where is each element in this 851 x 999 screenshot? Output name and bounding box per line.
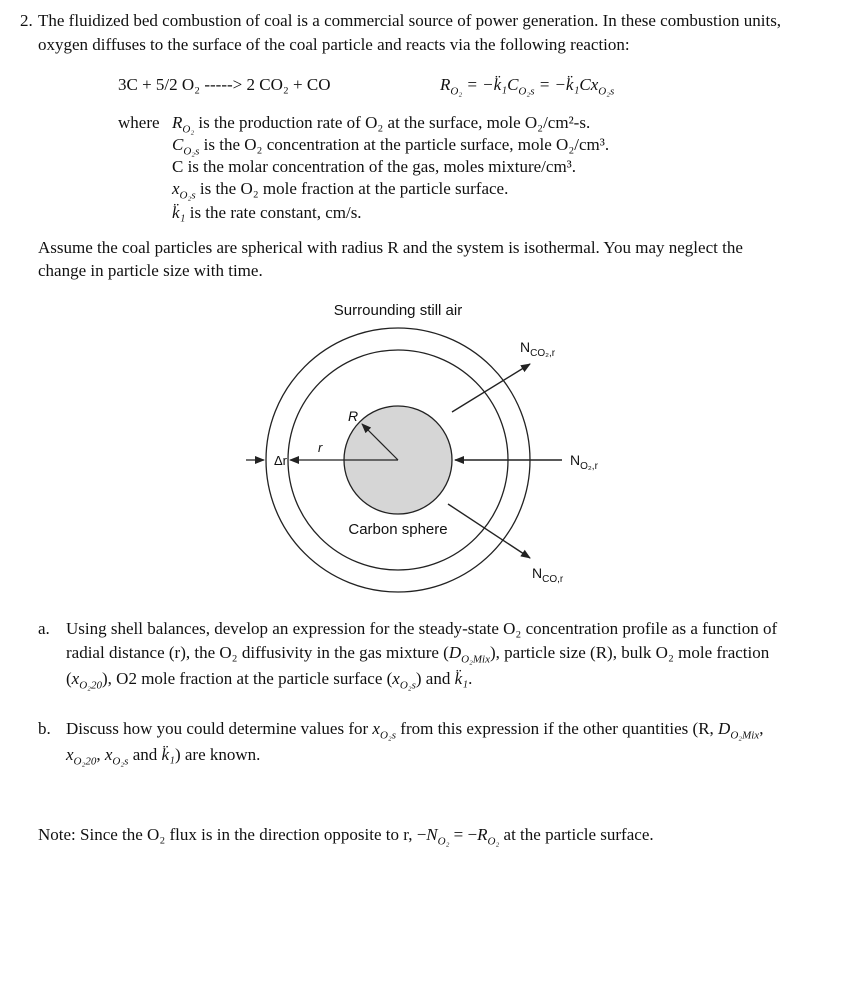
- note-c: at the particle surface.: [499, 825, 654, 844]
- radius-label: R: [348, 408, 359, 424]
- def2-symbol: C: [172, 135, 184, 154]
- definition-rate-constant: [172, 202, 362, 225]
- part-b-bulk-sub: O₂20: [73, 755, 97, 768]
- part-b-line-2: [66, 744, 826, 767]
- part-a-surface-sub: O₂s: [399, 679, 416, 692]
- part-b-diffusivity-sub: O₂Mix: [730, 729, 760, 742]
- def2-text: is the O₂ concentration at the particle surface, mole O₂/cm³.: [199, 135, 610, 154]
- note-rate-symbol: R: [477, 825, 488, 844]
- def4-text: is the O₂ mole fraction at the particle surface.: [195, 179, 509, 198]
- co2-flux-label: [520, 339, 556, 359]
- definition-molar: C is the molar concentration of the gas, moles mixture/cm³.: [172, 157, 577, 176]
- part-b-diffusivity-symbol: D: [718, 719, 731, 738]
- note-a: Note: Since the O₂ flux is in the direction opposite to r, −: [38, 825, 427, 844]
- intro-line-1: The fluidized bed combustion of coal is a commercial source of power generation. In these combustion units,: [38, 11, 782, 30]
- part-a-line-3: [66, 668, 826, 691]
- rate-eq-2: = −k̈₁Cx: [534, 75, 599, 94]
- def5-text: is the rate constant, cm/s.: [185, 203, 362, 222]
- def1-symbol: R: [172, 113, 183, 132]
- definition-mole-fraction: [172, 178, 508, 201]
- part-a-line-3b: ), O2 mole fraction at the particle surface (: [102, 669, 393, 688]
- note-rate-sub: O₂: [487, 835, 500, 848]
- part-a-diffusivity-sub: O₂Mix: [461, 653, 490, 666]
- part-a-line-3d: .: [468, 669, 473, 688]
- co2-flux-sub: CO₂,r: [530, 348, 556, 359]
- delta-r-label: Δr: [274, 453, 288, 468]
- def4-sub: O₂s: [179, 189, 196, 202]
- o2-flux-symbol: N: [570, 452, 581, 468]
- co-flux-label: [532, 565, 564, 585]
- part-b-surface-sub: O₂s: [379, 729, 397, 742]
- reaction-equation: 3C + 5/2 O₂ -----> 2 CO₂ + CO: [118, 75, 331, 94]
- part-a-line-1: Using shell balances, develop an expression for the steady-state O₂ concentration profile as a function of: [66, 619, 778, 638]
- rate-lhs: R: [440, 75, 451, 94]
- co-flux-symbol: N: [532, 565, 543, 581]
- part-a-bulk-sub: O₂20: [79, 679, 102, 692]
- carbon-sphere-diagram: [0, 290, 851, 600]
- part-b-label: b.: [38, 719, 51, 738]
- part-a-line-2b: ), particle size (R), bulk O₂ mole fraction: [489, 643, 770, 662]
- part-a-bulk-symbol: x: [71, 669, 80, 688]
- intro-line-2: oxygen diffuses to the surface of the coal particle and reacts via the following reaction:: [38, 35, 630, 54]
- note-flux-symbol: N: [426, 825, 438, 844]
- carbon-sphere-label: Carbon sphere: [348, 521, 448, 538]
- part-b-line-1b: from this expression if the other quantities (R,: [396, 719, 719, 738]
- part-a-line-2: [66, 642, 826, 665]
- rate-lhs-sub: O₂: [450, 85, 463, 98]
- def5-symbol: k̈₁: [172, 203, 186, 222]
- part-b-surface2-symbol: x: [104, 745, 113, 764]
- part-b-line-1c: ,: [759, 719, 764, 738]
- definition-concentration: [172, 134, 609, 157]
- def4-symbol: x: [172, 179, 180, 198]
- part-a-line-2a: radial distance (r), the O₂ diffusivity in the gas mixture (: [66, 643, 449, 662]
- co-flux-sub: CO,r: [542, 574, 564, 585]
- part-a-line-3c: ) and: [415, 669, 455, 688]
- note-flux-sub: O₂: [437, 835, 450, 848]
- assumption-line-1: Assume the coal particles are spherical with radius R and the system is isothermal. You may neglect the: [38, 238, 743, 257]
- part-b-surface2-sub: O₂s: [112, 755, 129, 768]
- rate-eq-2-sub: O₂s: [598, 85, 615, 98]
- rate-expression: [440, 74, 614, 97]
- part-b-bulk-symbol: x: [66, 745, 74, 764]
- part-a-k-symbol: k̈₁: [454, 669, 469, 688]
- part-b-k-symbol: k̈₁: [161, 745, 175, 764]
- o2-flux-sub: O₂,r: [580, 461, 598, 472]
- part-b-line-1: [66, 718, 826, 741]
- where-word: where: [118, 113, 160, 132]
- part-a-surface-symbol: x: [392, 669, 400, 688]
- def1-text: is the production rate of O₂ at the surface, mole O₂/cm²-s.: [198, 113, 591, 132]
- definition-rate: [172, 112, 590, 135]
- o2-flux-label: [570, 452, 599, 472]
- part-b-line-2a: ,: [96, 745, 105, 764]
- def1-sub: O₂: [182, 123, 195, 136]
- note-b: = −: [449, 825, 478, 844]
- note: [38, 824, 654, 847]
- part-b-line-1a: Discuss how you could determine values for: [66, 719, 373, 738]
- def2-sub: O₂s: [183, 145, 200, 158]
- part-b-line-2b: and: [128, 745, 162, 764]
- part-a-line-3a: (: [66, 669, 72, 688]
- r-label: r: [318, 440, 323, 455]
- assumption-line-2: change in particle size with time.: [38, 261, 263, 280]
- part-b-surface-symbol: x: [372, 719, 380, 738]
- question-number: 2.: [20, 11, 33, 30]
- surrounding-air-label: Surrounding still air: [333, 302, 463, 319]
- rate-eq-1: = −k̈₁C: [462, 75, 519, 94]
- part-a-label: a.: [38, 619, 50, 638]
- rate-eq-1-sub: O₂s: [518, 85, 535, 98]
- part-a-diffusivity-symbol: D: [448, 643, 462, 662]
- part-b-line-2c: ) are known.: [174, 745, 261, 764]
- co2-flux-symbol: N: [520, 339, 531, 355]
